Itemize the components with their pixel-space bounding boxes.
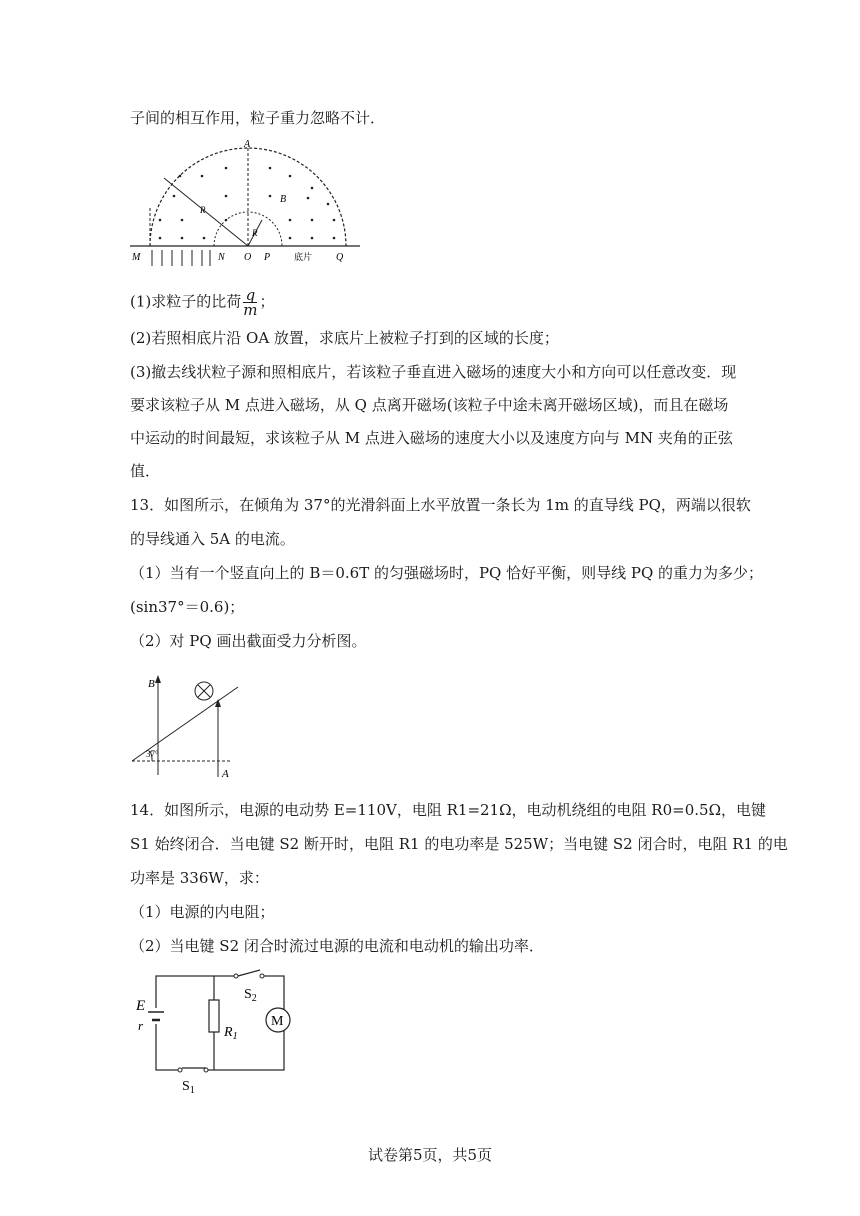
label-B: B bbox=[280, 194, 287, 205]
q12-fraction bbox=[243, 288, 257, 317]
label-P: P bbox=[264, 252, 271, 263]
label-r: r bbox=[138, 1018, 144, 1033]
q13-line1: 13．如图所示，在倾角为 37°的光滑斜面上水平放置一条长为 1m 的直导线 PQ，两端以很软 bbox=[130, 496, 751, 514]
q12-part3-line2: 要求该粒子从 M 点进入磁场，从 Q 点离开磁场(该粒子中途未离开磁场区域)，而且在磁场 bbox=[130, 396, 729, 414]
page-footer: 试卷第5页，共5页 bbox=[367, 1146, 493, 1164]
q13-incline-figure bbox=[130, 665, 250, 785]
label-R1: $R_1$ bbox=[224, 1025, 238, 1042]
label-M: M bbox=[132, 252, 141, 263]
q13-line2: 的导线通入 5A 的电流。 bbox=[130, 530, 295, 548]
label-N: N bbox=[218, 252, 225, 263]
label-Q: Q bbox=[336, 252, 344, 263]
q14-line4: （1）电源的内电阻； bbox=[130, 903, 275, 921]
label-R1-big: R bbox=[200, 205, 206, 215]
q12-intro-tail: 子间的相互作用，粒子重力忽略不计． bbox=[130, 109, 386, 127]
q14-line5: （2）当电键 S2 闭合时流过电源的电流和电动机的输出功率． bbox=[130, 937, 544, 955]
label-O: O bbox=[244, 252, 252, 263]
q12-part3-line1: (3)撤去线状粒子源和照相底片，若该粒子垂直进入磁场的速度大小和方向可以任意改变．现 bbox=[130, 363, 737, 381]
q12-part1 bbox=[130, 288, 275, 317]
q12-part3-line3: 中运动的时间最短，求该粒子从 M 点进入磁场的速度大小以及速度方向与 MN 夹角的正弦 bbox=[130, 429, 733, 447]
q13-line5: （2）对 PQ 画出截面受力分析图。 bbox=[130, 632, 367, 650]
q14-circuit-figure bbox=[130, 968, 310, 1096]
label-S2: $S_2$ bbox=[244, 987, 257, 1004]
q12-part3-line4: 值． bbox=[130, 462, 161, 480]
label-S1: $S_1$ bbox=[182, 1079, 195, 1096]
q14-line1: 14．如图所示，电源的电动势 E=110V，电阻 R1=21Ω，电动机绕组的电阻 R0=0.5Ω，电键 bbox=[130, 801, 767, 819]
q14-line3: 功率是 336W，求： bbox=[130, 869, 269, 887]
q13-line3: （1）当有一个竖直向上的 B＝0.6T 的匀强磁场时，PQ 恰好平衡，则导线 PQ 的重力为多少； bbox=[130, 564, 764, 582]
label-motor: M bbox=[271, 1014, 284, 1029]
q12-part1-end: ； bbox=[259, 292, 275, 311]
label-film: 底片 bbox=[294, 252, 313, 262]
label-A: A bbox=[244, 139, 251, 150]
q12-frac-num: q bbox=[243, 288, 257, 303]
q14-line2: S1 始终闭合．当电键 S2 断开时，电阻 R1 的电功率是 525W；当电键 S2 闭合时，电阻 R1 的电 bbox=[130, 835, 788, 853]
q12-part1-text: (1)求粒子的比荷 bbox=[130, 292, 242, 311]
label-angle: 37° bbox=[146, 749, 159, 759]
label-R1-small: R bbox=[252, 228, 258, 238]
q12-frac-den: m bbox=[243, 301, 258, 319]
label-E: E bbox=[136, 998, 146, 1014]
label-A-point: A bbox=[222, 768, 229, 780]
label-B-field: B bbox=[148, 678, 155, 690]
q12-semicircle-figure bbox=[130, 138, 360, 268]
q13-line4: (sin37°＝0.6)； bbox=[130, 598, 245, 616]
q12-part2: (2)若照相底片沿 OA 放置，求底片上被粒子打到的区域的长度； bbox=[130, 329, 559, 347]
